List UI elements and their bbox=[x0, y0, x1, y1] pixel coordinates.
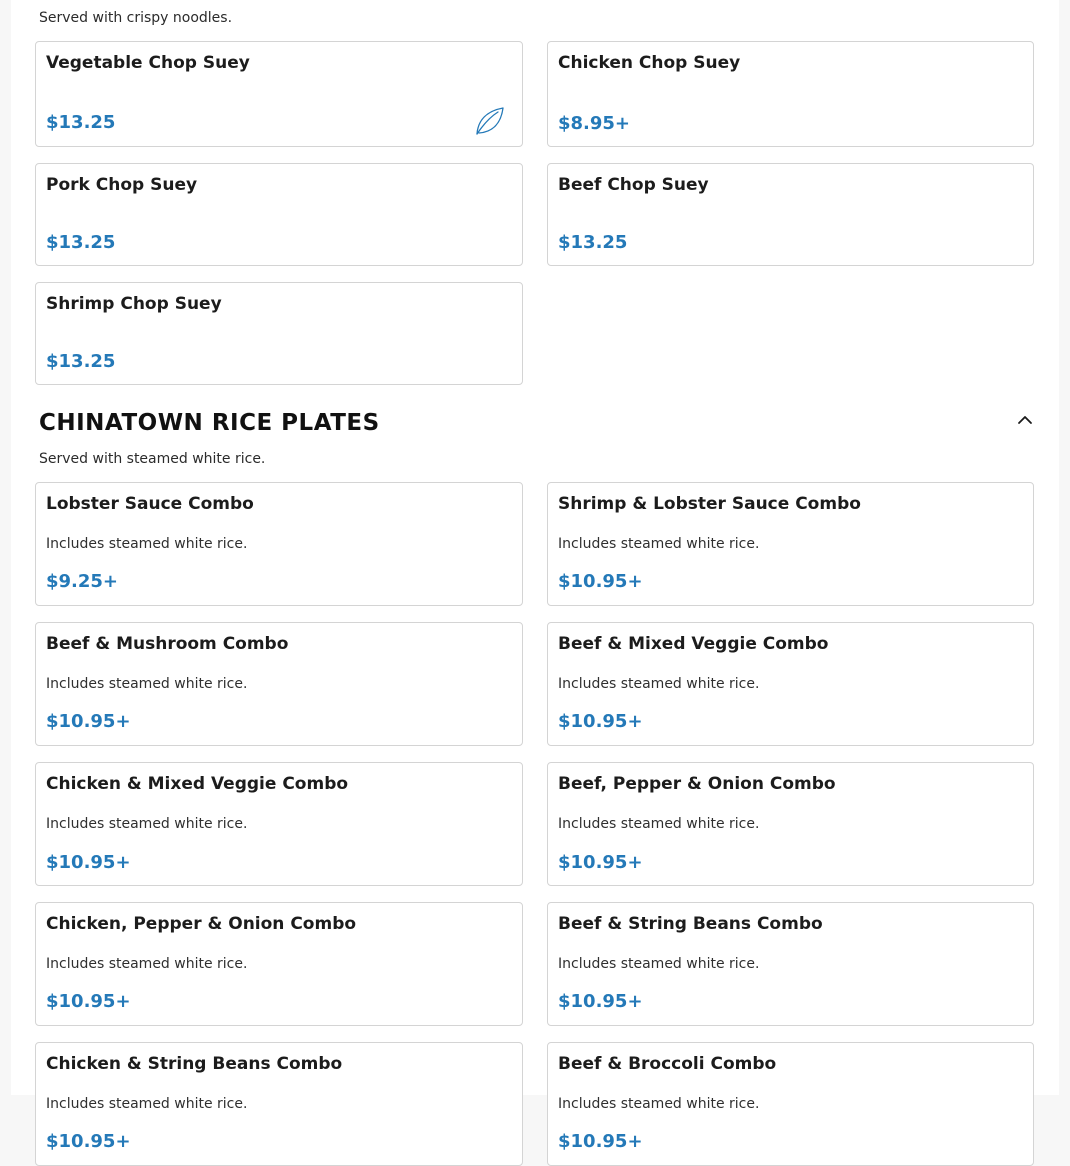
item-description: Includes steamed white rice. bbox=[46, 536, 248, 552]
item-price: $10.95+ bbox=[558, 852, 643, 873]
menu-item-card[interactable] bbox=[547, 762, 1034, 886]
section-description: Served with steamed white rice. bbox=[39, 451, 266, 467]
item-price: $13.25 bbox=[46, 232, 116, 253]
item-name: Vegetable Chop Suey bbox=[46, 53, 250, 73]
item-price: $10.95+ bbox=[46, 1131, 131, 1152]
item-description: Includes steamed white rice. bbox=[558, 676, 760, 692]
item-name: Beef, Pepper & Onion Combo bbox=[558, 774, 836, 794]
menu-item-card[interactable] bbox=[35, 762, 523, 886]
item-description: Includes steamed white rice. bbox=[558, 536, 760, 552]
item-price: $10.95+ bbox=[558, 711, 643, 732]
item-price: $10.95+ bbox=[558, 991, 643, 1012]
item-name: Lobster Sauce Combo bbox=[46, 494, 254, 514]
menu-page bbox=[11, 0, 1059, 1152]
menu-item-card[interactable] bbox=[35, 1042, 523, 1166]
menu-item-card[interactable] bbox=[547, 1042, 1034, 1166]
item-price: $10.95+ bbox=[558, 1131, 643, 1152]
menu-item-card[interactable] bbox=[547, 41, 1034, 147]
leaf-icon bbox=[473, 105, 505, 137]
item-name: Beef & String Beans Combo bbox=[558, 914, 823, 934]
item-price: $10.95+ bbox=[46, 852, 131, 873]
item-price: $13.25 bbox=[558, 232, 628, 253]
item-price: $8.95+ bbox=[558, 113, 631, 134]
item-name: Beef & Mushroom Combo bbox=[46, 634, 289, 654]
section-description: Served with crispy noodles. bbox=[39, 10, 233, 26]
section-title: CHINATOWN RICE PLATES bbox=[39, 410, 380, 436]
item-name: Shrimp Chop Suey bbox=[46, 294, 222, 314]
item-name: Chicken & String Beans Combo bbox=[46, 1054, 343, 1074]
menu-item-card[interactable] bbox=[35, 902, 523, 1026]
chop-suey-grid bbox=[35, 41, 1034, 385]
item-price: $13.25 bbox=[46, 351, 116, 372]
rice-plates-grid bbox=[35, 482, 1034, 1166]
menu-item-card[interactable] bbox=[547, 482, 1034, 606]
menu-item-card[interactable] bbox=[35, 622, 523, 746]
item-description: Includes steamed white rice. bbox=[46, 1096, 248, 1112]
item-name: Chicken Chop Suey bbox=[558, 53, 741, 73]
item-description: Includes steamed white rice. bbox=[46, 956, 248, 972]
chevron-up-icon[interactable] bbox=[1015, 410, 1035, 430]
menu-item-card[interactable] bbox=[547, 902, 1034, 1026]
item-description: Includes steamed white rice. bbox=[46, 816, 248, 832]
item-name: Beef & Mixed Veggie Combo bbox=[558, 634, 829, 654]
item-description: Includes steamed white rice. bbox=[558, 956, 760, 972]
item-name: Pork Chop Suey bbox=[46, 175, 198, 195]
menu-item-card[interactable] bbox=[35, 282, 523, 385]
menu-item-card[interactable] bbox=[547, 163, 1034, 266]
menu-item-card[interactable] bbox=[35, 41, 523, 147]
item-name: Chicken & Mixed Veggie Combo bbox=[46, 774, 349, 794]
item-price: $10.95+ bbox=[558, 571, 643, 592]
item-description: Includes steamed white rice. bbox=[558, 816, 760, 832]
item-description: Includes steamed white rice. bbox=[46, 676, 248, 692]
menu-item-card[interactable] bbox=[547, 622, 1034, 746]
item-price: $10.95+ bbox=[46, 711, 131, 732]
item-name: Beef Chop Suey bbox=[558, 175, 709, 195]
item-price: $9.25+ bbox=[46, 571, 119, 592]
item-name: Beef & Broccoli Combo bbox=[558, 1054, 777, 1074]
item-name: Shrimp & Lobster Sauce Combo bbox=[558, 494, 861, 514]
menu-item-card[interactable] bbox=[35, 163, 523, 266]
item-description: Includes steamed white rice. bbox=[558, 1096, 760, 1112]
menu-item-card[interactable] bbox=[35, 482, 523, 606]
item-price: $10.95+ bbox=[46, 991, 131, 1012]
item-price: $13.25 bbox=[46, 112, 116, 133]
item-name: Chicken, Pepper & Onion Combo bbox=[46, 914, 357, 934]
